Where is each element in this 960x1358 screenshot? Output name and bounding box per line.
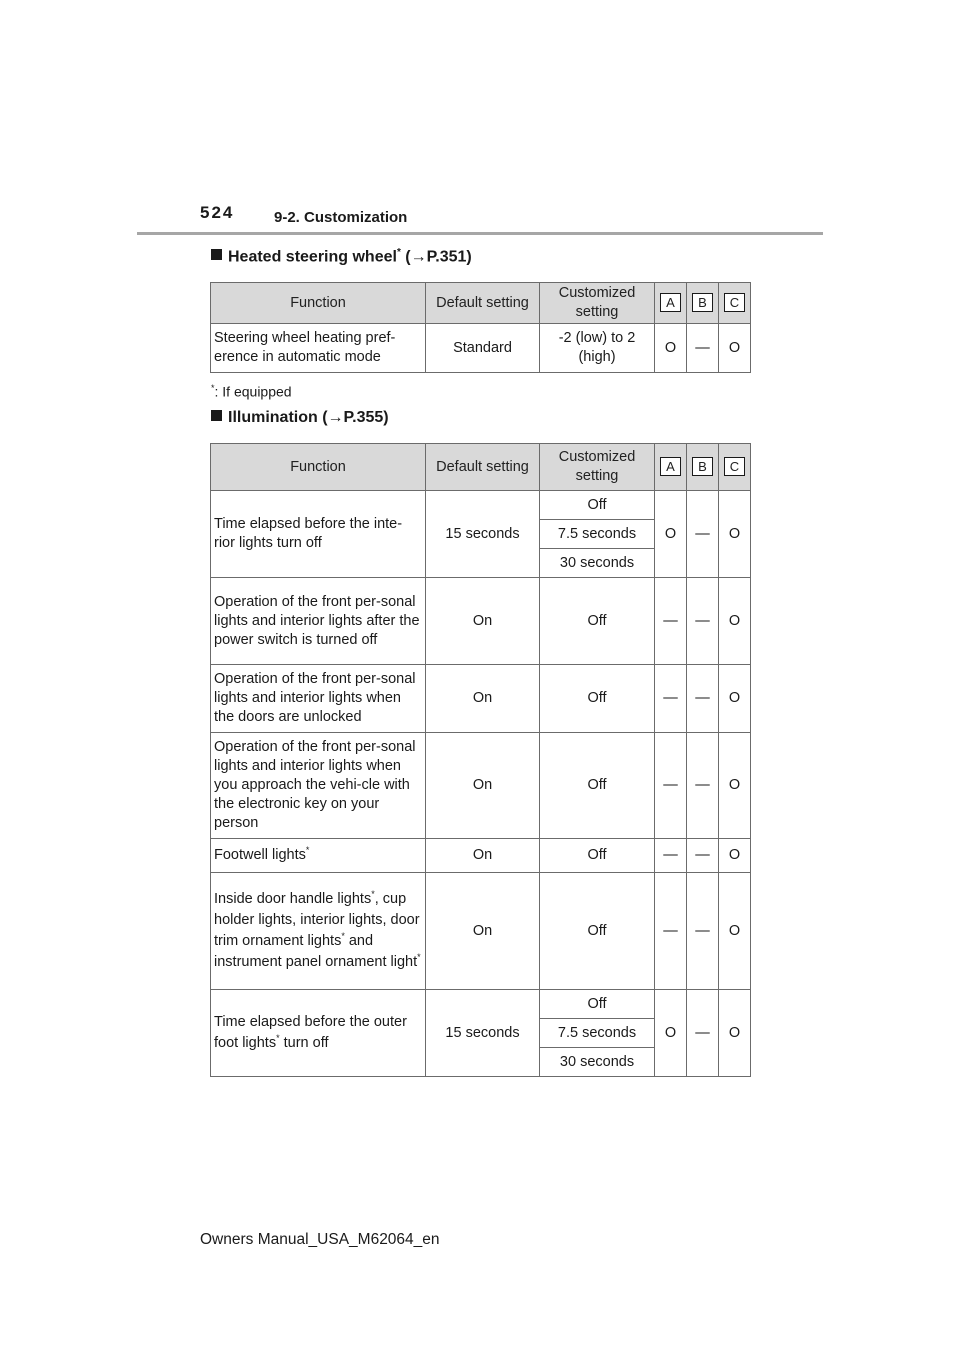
function-text: , cup holder lights, interior lights, door trim ornament lights — [214, 891, 420, 949]
table-row — [211, 839, 751, 873]
table-row — [211, 733, 751, 839]
option-cell: 7.5 seconds — [540, 1019, 655, 1048]
table-header-row — [211, 444, 751, 491]
default-cell: On — [426, 578, 540, 665]
column-a-header — [655, 444, 687, 491]
c-cell: O — [719, 665, 751, 733]
heading-text: Heated steering wheel — [228, 248, 397, 266]
c-cell: O — [719, 578, 751, 665]
table-row — [211, 990, 751, 1019]
footnote-text: : If equipped — [214, 383, 292, 400]
footnote-marker: * — [341, 931, 345, 942]
customized-cell: Off — [540, 839, 655, 873]
footnote-marker: * — [371, 889, 375, 900]
header-rule — [137, 232, 823, 235]
b-cell: — — [687, 578, 719, 665]
table-row — [211, 665, 751, 733]
footer-text: Owners Manual_USA_M62064_en — [200, 1231, 440, 1248]
table-row — [211, 324, 751, 373]
c-badge: C — [724, 293, 745, 312]
default-cell: On — [426, 839, 540, 873]
section-title: 9-2. Customization — [274, 209, 408, 226]
column-c-header — [719, 444, 751, 491]
a-cell: — — [655, 665, 687, 733]
function-text: Footwell lights — [214, 847, 306, 863]
footnote — [211, 383, 292, 400]
footnote-marker: * — [276, 1033, 280, 1044]
a-cell: — — [655, 873, 687, 990]
function-cell — [211, 990, 426, 1077]
b-cell: — — [687, 990, 719, 1077]
footnote-marker: * — [211, 383, 215, 393]
a-cell: — — [655, 733, 687, 839]
function-text: and instrument panel ornament light — [214, 933, 418, 970]
default-cell: Standard — [426, 324, 540, 373]
c-cell: O — [719, 873, 751, 990]
b-badge: B — [692, 457, 713, 476]
customized-cell: Off — [540, 578, 655, 665]
c-cell: O — [719, 491, 751, 578]
function-text: turn off — [279, 1035, 329, 1051]
function-cell: Operation of the front per-sonal lights and interior lights after the power switch is turned off — [211, 578, 426, 665]
a-cell: — — [655, 839, 687, 873]
customized-setting-column-header: Customized setting — [540, 444, 655, 491]
customized-cell: Off — [540, 665, 655, 733]
option-cell: Off — [540, 491, 655, 520]
a-cell: O — [655, 491, 687, 578]
customized-setting-column-header: Customized setting — [540, 283, 655, 324]
function-column-header: Function — [211, 283, 426, 324]
a-cell: O — [655, 324, 687, 373]
table-row — [211, 491, 751, 520]
option-cell: Off — [540, 990, 655, 1019]
function-cell: Time elapsed before the inte-rior lights turn off — [211, 491, 426, 578]
footnote-marker: * — [396, 247, 401, 258]
column-c-header — [719, 283, 751, 324]
function-cell: Operation of the front per-sonal lights and interior lights when you approach the vehi-cle with the electronic key on your person — [211, 733, 426, 839]
default-cell: On — [426, 873, 540, 990]
footnote-marker: * — [305, 845, 310, 856]
a-badge: A — [660, 293, 681, 312]
page-number: 524 — [200, 203, 235, 222]
default-cell: 15 seconds — [426, 990, 540, 1077]
b-cell: — — [687, 665, 719, 733]
function-cell: Operation of the front per-sonal lights and interior lights when the doors are unlocked — [211, 665, 426, 733]
function-text: Time elapsed before the outer foot lights — [214, 1014, 407, 1051]
footnote-marker: * — [417, 952, 421, 963]
table-row — [211, 578, 751, 665]
heading-illumination — [211, 409, 389, 427]
b-cell: — — [687, 839, 719, 873]
heading-text: Illumination — [228, 409, 318, 426]
a-cell: — — [655, 578, 687, 665]
default-cell: On — [426, 733, 540, 839]
table-row — [211, 873, 751, 990]
default-setting-column-header: Default setting — [426, 444, 540, 491]
function-cell — [211, 873, 426, 990]
customized-cell: -2 (low) to 2 (high) — [540, 324, 655, 373]
function-cell: Steering wheel heating pref-erence in automatic mode — [211, 324, 426, 373]
heading-bullet-icon — [211, 410, 222, 421]
default-cell: 15 seconds — [426, 491, 540, 578]
column-a-header — [655, 283, 687, 324]
customized-cell: Off — [540, 873, 655, 990]
c-cell: O — [719, 324, 751, 373]
column-b-header — [687, 283, 719, 324]
page-reference: (→P.355) — [317, 409, 389, 426]
function-text: Inside door handle lights — [214, 891, 372, 907]
function-column-header: Function — [211, 444, 426, 491]
heading-bullet-icon — [211, 249, 222, 260]
c-badge: C — [724, 457, 745, 476]
heated-steering-wheel-table — [210, 282, 751, 373]
table-header-row — [211, 283, 751, 324]
b-cell: — — [687, 324, 719, 373]
default-setting-column-header: Default setting — [426, 283, 540, 324]
option-cell: 30 seconds — [540, 549, 655, 578]
c-cell: O — [719, 839, 751, 873]
function-cell — [211, 839, 426, 873]
heading-heated-steering-wheel — [211, 247, 472, 266]
option-cell: 7.5 seconds — [540, 520, 655, 549]
c-cell: O — [719, 990, 751, 1077]
a-badge: A — [660, 457, 681, 476]
b-badge: B — [692, 293, 713, 312]
column-b-header — [687, 444, 719, 491]
b-cell: — — [687, 491, 719, 578]
b-cell: — — [687, 733, 719, 839]
illumination-table — [210, 443, 751, 1077]
customized-cell: Off — [540, 733, 655, 839]
a-cell: O — [655, 990, 687, 1077]
default-cell: On — [426, 665, 540, 733]
page-reference: (→P.351) — [400, 248, 472, 266]
option-cell: 30 seconds — [540, 1048, 655, 1077]
b-cell: — — [687, 873, 719, 990]
c-cell: O — [719, 733, 751, 839]
